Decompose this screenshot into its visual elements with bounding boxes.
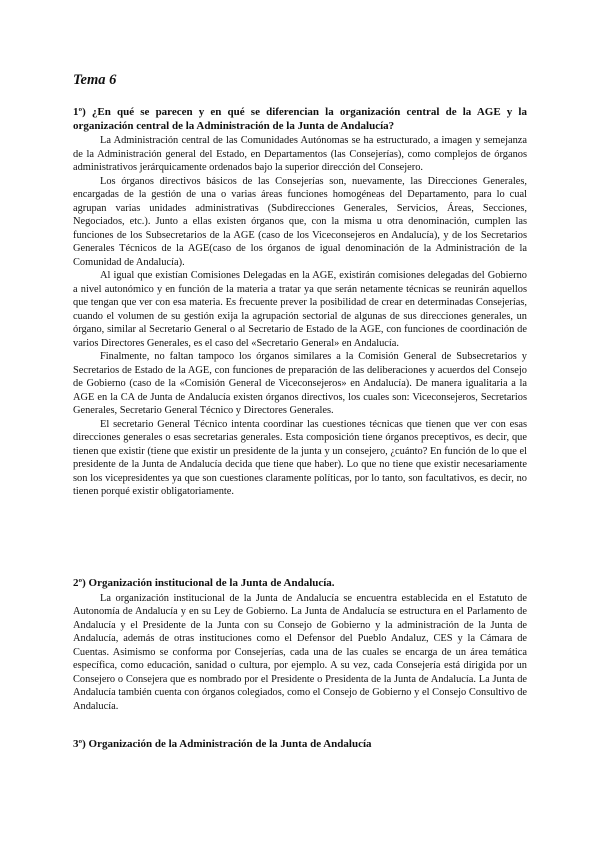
paragraph: La Administración central de las Comunidades Autónomas se ha estructurado, a imagen y semejanza de la Administración general del Estado, en Departamentos (las Consejerías), como complejos de órganos administrativos jerárquicamente ordenados bajo la superior dirección del Consejero. (73, 135, 527, 173)
section-1 (73, 106, 527, 499)
paragraph: Los órganos directivos básicos de las Consejerías son, nuevamente, las Direcciones Generales, encargadas de la gestión de una o varias áreas funciones homogéneas del Departamento, para lo cual agrupan varias unidades administrativas (Subdirecciones Generales, Servicios, Áreas, Secciones, Negociados, etc.). Junto a ellas existen órganos que, con la misma u otra denominación, cumplen las funciones de los Subsecretarios de la AGE (caso de los Viceconsejeros en Andalucía), y de los Secretarios Generales Técnicos de la AGE(caso de los órganos de igual denominación de la Administración de la Comunidad de Andalucía). (73, 175, 527, 268)
section-heading: 2º) Organización institucional de la Junta de Andalucía. (73, 577, 335, 589)
section-heading: 3º) Organización de la Administración de la Junta de Andalucía (73, 738, 372, 750)
section-2 (73, 577, 527, 713)
section-heading: 1º) ¿En qué se parecen y en qué se diferencian la organización central de la AGE y la organización central de la Administración de la Junta de Andalucía? (73, 106, 527, 132)
paragraph: El secretario General Técnico intenta coordinar las cuestiones técnicas que tienen que ver con esas direcciones generales o esas secretarias generales. Esta composición tiene órganos preceptivos, es decir, que tienen que existir (tiene que existir un presidente de la junta y un consejero, ¿cuánto? En función de lo que el presidente de la Junta de Andalucía decida que tiene que haber). Lo que no tiene que existir necesariamente son los vicepresidentes ya que son cuestiones claramente políticas, por lo tanto, son facultativos, es decir, no tienen porqué existir obligatoriamente. (73, 418, 527, 497)
paragraph: La organización institucional de la Junta de Andalucía se encuentra establecida en el Estatuto de Autonomía de Andalucía y en su Ley de Gobierno. La Junta de Andalucía se estructura en el Parlamento de Andalucía y el Presidente de la Junta con su Consejo de Gobierno y la administración de la Junta de Andalucía, además de otras instituciones como el Defensor del Pueblo Andaluz, CES y la Cámara de Cuentas. Asimismo se conforma por Consejerías, cada una de las cuales se encarga de un área temática específica, como educación, sanidad o cultura, por ejemplo. A su vez, cada Consejería está dirigida por un Consejero o Consejera que es nombrado por el Presidente o Presidenta de la Junta de Andalucía. La Junta de Andalucía también cuenta con órganos colegiados, como el Consejo de Gobierno y el Consejo Consultivo de Andalucía. (73, 592, 527, 712)
document-title: Tema 6 (73, 72, 117, 88)
section-3 (73, 738, 527, 752)
paragraph: Al igual que existían Comisiones Delegadas en la AGE, existirán comisiones delegadas del Gobierno a nivel autonómico y en función de la materia a tratar ya que serán netamente técnicas se reunirán aquellos que tengan que ver con esa materia. Es frecuente prever la posibilidad de crear en determinadas Consejerías, cuando el volumen de su gestión exija la agrupación sectorial de algunas de sus direcciones generales, un órgano, similar al Secretario General o al Secretario de Estado de la AGE, con funciones de coordinación de varios Directores Generales, es el caso del «Secretario General» en Andalucía. (73, 270, 527, 349)
paragraph: Finalmente, no faltan tampoco los órganos similares a la Comisión General de Subsecretarios y Secretarios de Estado de la AGE, con funciones de preparación de las deliberaciones y acuerdos del Consejo de Gobierno (caso de la «Comisión General de Viceconsejeros» en Andalucía). De manera igualitaria a la AGE en la CA de Junta de Andalucía existen órganos directivos, los cuales son: Viceconsejeros, Secretarios Generales, Secretario General Técnico y Directores Generales. (73, 351, 527, 416)
